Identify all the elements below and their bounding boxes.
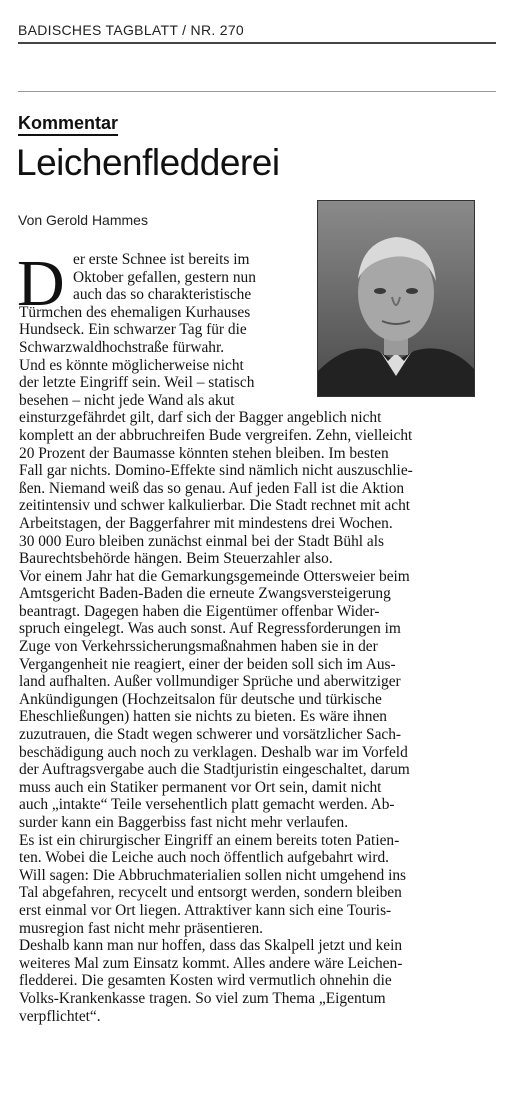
body-line: erst einmal vor Ort liegen. Attraktiver kann sich eine Touris- — [19, 901, 392, 919]
dropcap: D — [17, 247, 65, 320]
body-line: auch das so charakteristische — [73, 286, 252, 304]
body-line: er erste Schnee ist bereits im — [73, 251, 250, 268]
body-line: Türmchen des ehemaligen Kurhauses — [19, 303, 251, 321]
body-line: 30 000 Euro bleiben zunächst einmal bei der Stadt Bühl als — [19, 532, 385, 550]
body-line: besehen – nicht jede Wand als akut — [19, 391, 235, 409]
body-line: einsturzgefährdet gilt, darf sich der Bagger angeblich nicht — [19, 409, 382, 427]
body-line: ßen. Niemand weiß das so genau. Auf jeden Fall ist die Aktion — [19, 479, 405, 497]
body-line: Vergangenheit nie reagiert, einer der beiden soll sich im Aus- — [19, 655, 396, 673]
body-line: 20 Prozent der Baumasse könnten stehen bleiben. Im besten — [19, 444, 389, 462]
body-line: Tal abgefahren, recycelt und entsorgt werden, sondern bleiben — [19, 884, 402, 902]
body-line: ten. Wobei die Leiche auch noch öffentlich aufgebahrt wird. — [19, 849, 389, 867]
body-line: Eheschließungen) hatten sie nichts zu bieten. Es wäre ihnen — [19, 708, 387, 726]
body-line: spruch eingelegt. Was auch sonst. Auf Regressforderungen im — [19, 620, 401, 638]
header-rule — [18, 42, 496, 44]
body-line: Es ist ein chirurgischer Eingriff an einem bereits toten Patien- — [19, 831, 400, 849]
article-kicker: Kommentar — [18, 113, 118, 136]
body-line: der letzte Eingriff sein. Weil – statisch — [19, 374, 255, 392]
body-line: verpflichtet“. — [19, 1007, 101, 1025]
body-line: Oktober gefallen, gestern nun — [73, 268, 256, 286]
body-line: zuzutrauen, die Stadt wegen schwerer und vorsätzlicher Sach- — [19, 726, 402, 744]
body-line: surder kann ein Baggerbiss fast nicht mehr verlaufen. — [19, 814, 349, 831]
body-line: Ankündigungen (Hochzeitsalon für deutsche und türkische — [19, 690, 382, 708]
body-line: auch „intakte“ Teile versehentlich platt gemacht werden. Ab- — [19, 796, 395, 814]
article-byline: Von Gerold Hammes — [18, 212, 148, 228]
section-rule — [18, 91, 496, 92]
body-line: zeitintensiv und schwer kalkulierbar. Die Stadt rechnet mit acht — [19, 497, 411, 515]
body-line: der Auftragsvergabe auch die Stadtjuristin eingeschaltet, darum — [19, 761, 410, 779]
article-headline: Leichenfledderei — [16, 142, 280, 183]
body-line: muss auch ein Statiker permanent vor Ort sein, damit nicht — [19, 778, 382, 796]
body-line: Vor einem Jahr hat die Gemarkungsgemeinde Ottersweier beim — [19, 567, 410, 585]
body-line: Deshalb kann man nur hoffen, dass das Skalpell jetzt und kein — [19, 937, 403, 955]
body-line: Baurechtsbehörde hängen. Beim Steuerzahler also. — [19, 550, 333, 568]
article-body — [17, 247, 497, 1025]
body-line: Zuge von Verkehrssicherungsmaßnahmen haben sie in der — [19, 638, 378, 656]
body-line: Hundseck. Ein schwarzer Tag für die — [19, 321, 247, 339]
body-line: Will sagen: Die Abbruchmaterialien sollen nicht umgehend ins — [19, 866, 407, 884]
publication-header: BADISCHES TAGBLATT / NR. 270 — [18, 22, 244, 38]
body-line: Fall gar nichts. Domino-Effekte sind nämlich nicht auszuschlie- — [19, 462, 413, 480]
body-line: weiteres Mal zum Einsatz kommt. Alles andere wäre Leichen- — [19, 954, 403, 972]
body-line: fledderei. Die gesamten Kosten wird vermutlich ohnehin die — [19, 972, 392, 990]
body-line: beantragt. Dagegen haben die Eigentümer offenbar Wider- — [19, 602, 380, 620]
body-line: Volks-Krankenkasse tragen. So viel zum Thema „Eigentum — [19, 989, 386, 1007]
body-line: Amtsgericht Baden-Baden die erneute Zwangsversteigerung — [19, 585, 391, 603]
body-line: Arbeitstagen, der Baggerfahrer mit mindestens drei Wochen. — [19, 514, 393, 532]
body-line: land aufhalten. Außer vollmundiger Sprüche und aberwitziger — [19, 673, 401, 691]
body-line: musregion fast nicht mehr präsentieren. — [19, 919, 264, 937]
body-line: beschädigung auch noch zu verklagen. Deshalb war im Vorfeld — [19, 743, 408, 761]
body-line: komplett an der abbruchreifen Bude vergreifen. Zehn, vielleicht — [19, 426, 413, 444]
body-line: Und es könnte möglicherweise nicht — [19, 356, 244, 374]
body-line: Schwarzwaldhochstraße fürwahr. — [19, 338, 225, 356]
